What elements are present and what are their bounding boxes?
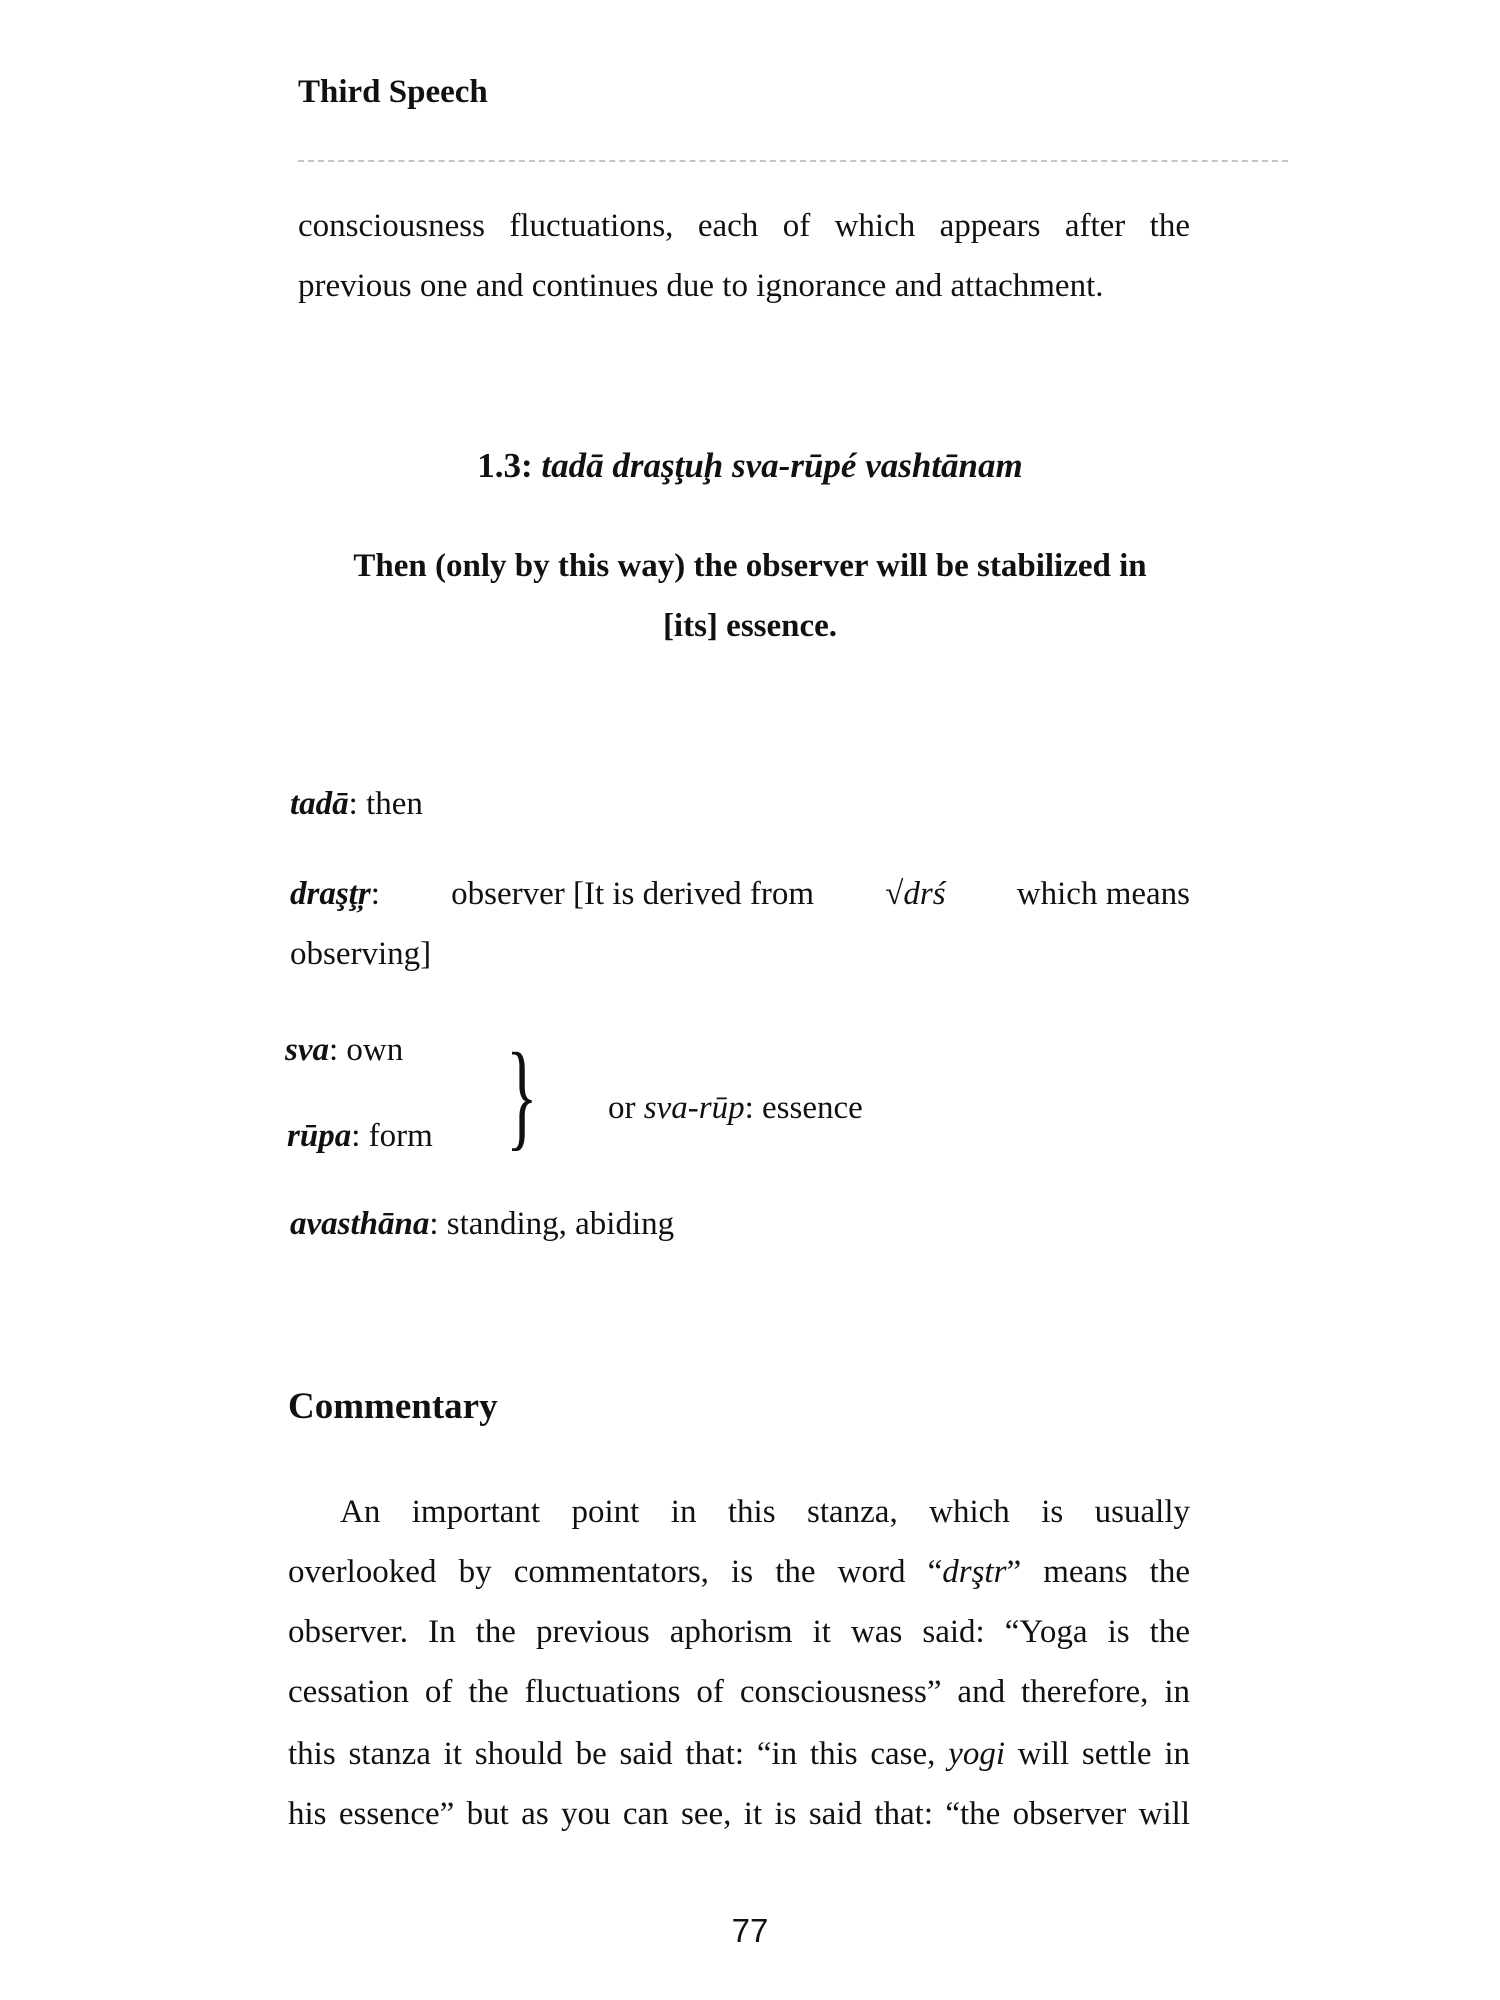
gloss-separator: : xyxy=(351,1118,361,1154)
commentary-text: overlooked by commentators, is the word “ xyxy=(288,1554,943,1590)
commentary-line-5 xyxy=(288,1736,1190,1773)
gloss-meaning: essence xyxy=(762,1090,863,1126)
commentary-heading: Commentary xyxy=(288,1386,498,1427)
commentary-line-3: observer. In the previous aphorism it was said: “Yoga is the xyxy=(288,1614,1190,1650)
header-rule xyxy=(298,160,1288,162)
commentary-line-6: his essence” but as you can see, it is said that: “the observer will xyxy=(288,1796,1190,1832)
commentary-line-1: An important point in this stanza, which is usually xyxy=(340,1494,1190,1530)
gloss-avasthana xyxy=(290,1206,674,1243)
gloss-term: sva-rūp xyxy=(643,1090,745,1126)
page-number: 77 xyxy=(731,1912,769,1949)
curly-brace-icon: } xyxy=(506,1028,538,1161)
gloss-meaning-part2: which means xyxy=(1016,876,1190,912)
gloss-meaning: form xyxy=(368,1118,433,1154)
commentary-term: drştr xyxy=(942,1554,1007,1590)
sutra-heading xyxy=(0,446,1500,486)
gloss-separator: : xyxy=(370,876,380,912)
gloss-meaning-part1: observer [It is derived from xyxy=(451,876,814,912)
gloss-drastr-head xyxy=(290,876,380,913)
sutra-translation-line-2: [its] essence. xyxy=(662,608,838,644)
gloss-drastr-line-2: observing] xyxy=(290,936,432,972)
intro-line-2: previous one and continues due to ignorance and attachment. xyxy=(298,268,1104,304)
gloss-rupa xyxy=(287,1118,433,1155)
sutra-transliteration: tadā draşţuḩ sva-rūpé vashtānam xyxy=(541,446,1023,485)
gloss-meaning: then xyxy=(366,786,423,822)
gloss-term: rūpa xyxy=(287,1118,352,1154)
gloss-term: tadā xyxy=(290,786,349,822)
sutra-number: 1.3: xyxy=(477,446,533,485)
gloss-meaning: own xyxy=(346,1032,404,1068)
gloss-term: sva xyxy=(285,1032,329,1068)
gloss-separator: : xyxy=(329,1032,339,1068)
commentary-line-2 xyxy=(288,1554,1190,1591)
gloss-drastr xyxy=(290,876,1190,913)
gloss-meaning: standing, abiding xyxy=(446,1206,675,1242)
commentary-text: will settle in xyxy=(1005,1736,1190,1772)
gloss-sva xyxy=(285,1032,403,1069)
commentary-term: yogi xyxy=(948,1736,1006,1772)
intro-line-1: consciousness fluctuations, each of which appears after the xyxy=(298,208,1190,244)
gloss-separator: : xyxy=(348,786,358,822)
gloss-root: √drś xyxy=(885,876,946,912)
commentary-text: ” means the xyxy=(1006,1554,1190,1590)
commentary-text: this stanza it should be said that: “in this case, xyxy=(288,1736,949,1772)
gloss-term: avasthāna xyxy=(290,1206,430,1242)
gloss-separator: : xyxy=(744,1090,754,1126)
gloss-separator: : xyxy=(429,1206,439,1242)
sutra-translation-line-1: Then (only by this way) the observer will be stabilized in xyxy=(353,548,1147,584)
gloss-prefix: or xyxy=(608,1090,636,1126)
gloss-sva-rup xyxy=(608,1090,863,1127)
gloss-tada xyxy=(290,786,423,823)
commentary-line-4: cessation of the fluctuations of consciousness” and therefore, in xyxy=(288,1674,1190,1710)
running-head: Third Speech xyxy=(298,74,488,110)
gloss-term: draşţŗ xyxy=(290,876,371,912)
